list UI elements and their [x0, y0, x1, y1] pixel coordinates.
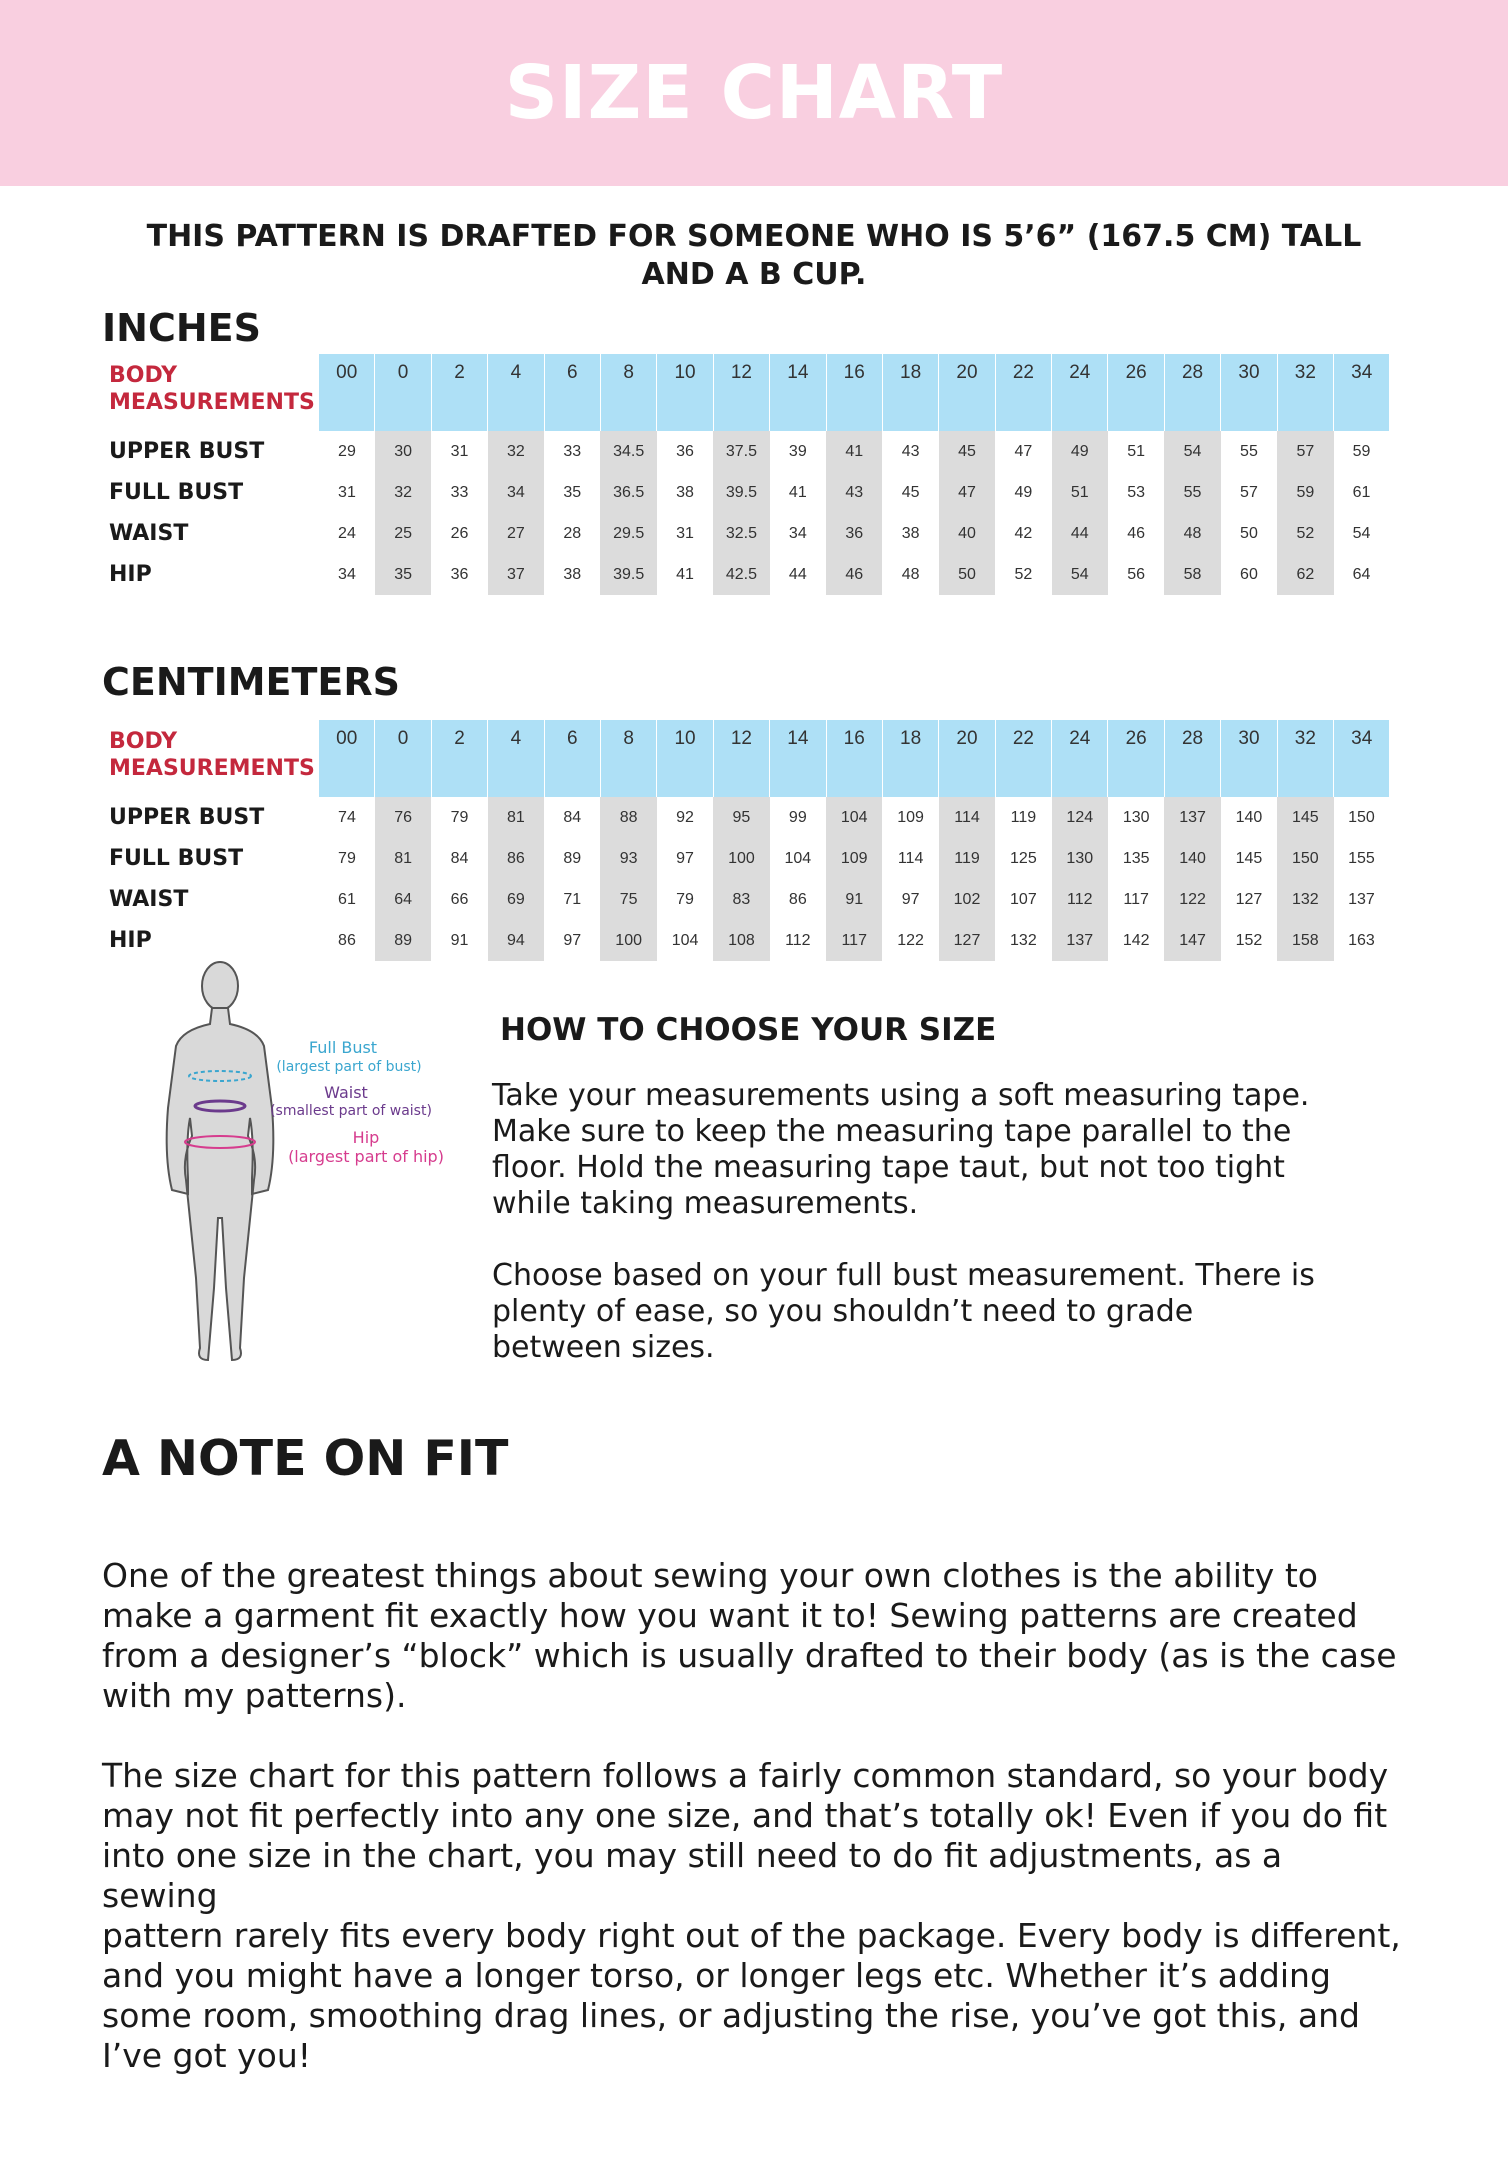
hip-note: (largest part of hip) [288, 1147, 444, 1166]
body-measurement-figure [140, 958, 460, 1378]
size-header-cell: 12 [713, 354, 769, 431]
hip-label: Hip [352, 1128, 380, 1147]
size-header-cell: 8 [600, 720, 656, 797]
measurement-cell: 114 [897, 849, 924, 867]
table-header-row [102, 720, 1389, 797]
how-to-p1-line: floor. Hold the measuring tape taut, but not too tight [492, 1150, 1285, 1185]
measurement-cell: 36 [450, 565, 469, 583]
size-header-cell: 00 [319, 354, 375, 431]
body-silhouette [167, 962, 274, 1360]
body-measurements-header [102, 354, 319, 431]
page-title: SIZE CHART [504, 50, 1004, 136]
measurement-cell: 137 [1164, 797, 1220, 838]
measurement-cell: 79 [338, 849, 356, 867]
measurement-cell: 40 [939, 513, 995, 554]
measurement-cell: 35 [375, 554, 431, 595]
measurement-cell: 112 [1052, 879, 1108, 920]
fit-paragraph-2 [102, 1756, 1402, 2076]
table-row [102, 797, 1389, 838]
measurement-cell: 50 [939, 554, 995, 595]
measurement-cell: 32.5 [713, 513, 769, 554]
fit-p2-line: The size chart for this pattern follows a fairly common standard, so your body [102, 1756, 1389, 1795]
size-header-cell: 6 [544, 354, 600, 431]
measurement-cell: 79 [676, 890, 694, 908]
measurement-cell: 135 [1122, 849, 1150, 867]
header-label-line: BODY [109, 729, 178, 754]
measurement-cell: 150 [1277, 838, 1333, 879]
how-to-p1-line: Make sure to keep the measuring tape parallel to the [492, 1114, 1292, 1149]
measurement-cell: 60 [1240, 565, 1258, 583]
measurement-cell: 97 [901, 890, 920, 908]
measurement-cell: 140 [1235, 808, 1263, 826]
measurement-cell: 59 [1352, 442, 1371, 460]
measurement-cell: 52 [1277, 513, 1333, 554]
measurement-cell: 93 [600, 838, 656, 879]
measurement-cell: 38 [563, 565, 582, 583]
measurement-cell: 100 [713, 838, 769, 879]
size-header-cell: 20 [939, 720, 995, 797]
measurement-cell: 95 [713, 797, 769, 838]
measurement-cell: 86 [488, 838, 544, 879]
measurement-cell: 104 [784, 849, 812, 867]
measurement-cell: 34.5 [600, 431, 656, 472]
measurement-cell: 94 [488, 920, 544, 961]
measurement-cell: 117 [826, 920, 882, 961]
measurement-cell: 43 [826, 472, 882, 513]
measurement-label: FULL BUST [109, 480, 244, 505]
inches-title: INCHES [102, 306, 261, 350]
size-header-cell: 10 [657, 354, 713, 431]
measurement-label: UPPER BUST [109, 805, 265, 830]
waist-label: Waist [324, 1083, 368, 1102]
measurement-cell: 41 [788, 483, 807, 501]
measurement-cell: 76 [375, 797, 431, 838]
fit-p2-line: into one size in the chart, you may still need to do fit adjustments, as a sewing [102, 1836, 1283, 1915]
how-to-choose-title: HOW TO CHOOSE YOUR SIZE [500, 1012, 997, 1048]
measurement-cell: 71 [563, 890, 582, 908]
measurement-cell: 108 [713, 920, 769, 961]
full-bust-label: Full Bust [308, 1038, 378, 1057]
measurement-cell: 38 [676, 483, 694, 501]
size-header-cell: 4 [488, 720, 544, 797]
measurement-label: WAIST [109, 887, 189, 912]
measurement-cell: 122 [897, 931, 924, 949]
measurement-cell: 54 [1052, 554, 1108, 595]
how-to-p2-line: Choose based on your full bust measurement. There is [492, 1258, 1315, 1293]
measurement-cell: 104 [826, 797, 882, 838]
measurement-cell: 57 [1277, 431, 1333, 472]
size-header-cell: 4 [488, 354, 544, 431]
size-header-cell: 30 [1221, 354, 1277, 431]
header-label-line: BODY [109, 363, 178, 388]
measurement-cell: 49 [1014, 483, 1033, 501]
measurement-cell: 58 [1164, 554, 1220, 595]
size-header-cell: 8 [600, 354, 656, 431]
measurement-cell: 48 [901, 565, 920, 583]
measurement-cell: 127 [939, 920, 995, 961]
measurement-cell: 28 [563, 524, 582, 542]
measurement-cell: 137 [1052, 920, 1108, 961]
measurement-cell: 119 [939, 838, 995, 879]
measurement-cell: 84 [450, 849, 469, 867]
fit-p2-line: some room, smoothing drag lines, or adjusting the rise, you’ve got this, and [102, 1996, 1360, 2035]
measurement-cell: 132 [1277, 879, 1333, 920]
pattern-height-note [0, 218, 1508, 294]
size-header-cell: 16 [826, 720, 882, 797]
measurement-cell: 34 [488, 472, 544, 513]
size-header-cell: 24 [1052, 720, 1108, 797]
measurement-cell: 61 [1352, 483, 1371, 501]
measurement-cell: 36.5 [600, 472, 656, 513]
measurement-cell: 109 [897, 808, 924, 826]
measurement-cell: 61 [338, 890, 356, 908]
table-row [102, 513, 1389, 554]
table-row [102, 838, 1389, 879]
measurement-cell: 152 [1235, 931, 1263, 949]
measurement-cell: 32 [488, 431, 544, 472]
measurement-cell: 125 [1010, 849, 1037, 867]
size-header-cell: 30 [1221, 720, 1277, 797]
measurement-cell: 33 [450, 483, 469, 501]
how-to-paragraph-1 [492, 1078, 1322, 1222]
header-label-line: MEASUREMENTS [109, 756, 315, 781]
fit-p2-line: may not fit perfectly into any one size, and that’s totally ok! Even if you do fit [102, 1796, 1388, 1835]
measurement-cell: 127 [1235, 890, 1263, 908]
size-header-cell: 34 [1334, 354, 1390, 431]
measurement-cell: 31 [450, 442, 469, 460]
fit-p1-line: with my patterns). [102, 1676, 407, 1715]
size-header-cell: 10 [657, 720, 713, 797]
measurement-cell: 132 [1010, 931, 1037, 949]
measurement-cell: 36 [826, 513, 882, 554]
size-header-cell: 6 [544, 720, 600, 797]
measurement-cell: 47 [939, 472, 995, 513]
table-header-row [102, 354, 1389, 431]
measurement-cell: 142 [1122, 931, 1150, 949]
measurement-cell: 69 [488, 879, 544, 920]
size-header-cell: 0 [375, 354, 431, 431]
header-label-line: MEASUREMENTS [109, 390, 315, 415]
centimeters-size-table [102, 720, 1389, 961]
measurement-cell: 41 [676, 565, 694, 583]
measurement-cell: 75 [600, 879, 656, 920]
measurement-cell: 54 [1164, 431, 1220, 472]
measurement-cell: 39.5 [713, 472, 769, 513]
fit-p1-line: make a garment fit exactly how you want it to! Sewing patterns are created [102, 1596, 1358, 1635]
measurement-cell: 137 [1348, 890, 1375, 908]
measurement-cell: 62 [1277, 554, 1333, 595]
full-bust-note: (largest part of bust) [276, 1059, 422, 1075]
measurement-cell: 83 [713, 879, 769, 920]
measurement-cell: 64 [375, 879, 431, 920]
measurement-cell: 44 [1052, 513, 1108, 554]
measurement-cell: 55 [1164, 472, 1220, 513]
measurement-cell: 50 [1240, 524, 1258, 542]
measurement-cell: 57 [1240, 483, 1258, 501]
note-on-fit-title: A NOTE ON FIT [102, 1430, 509, 1487]
measurement-cell: 34 [788, 524, 807, 542]
measurement-cell: 49 [1052, 431, 1108, 472]
measurement-cell: 45 [901, 483, 920, 501]
fit-p2-line: and you might have a longer torso, or longer legs etc. Whether it’s adding [102, 1956, 1331, 1995]
measurement-cell: 114 [939, 797, 995, 838]
measurement-cell: 107 [1010, 890, 1037, 908]
how-to-p2-line: between sizes. [492, 1330, 715, 1365]
size-header-cell: 26 [1108, 354, 1164, 431]
how-to-paragraph-2 [492, 1258, 1322, 1366]
measurement-cell: 91 [450, 931, 469, 949]
table-row [102, 554, 1389, 595]
size-header-cell: 22 [995, 720, 1051, 797]
size-header-cell: 2 [431, 720, 487, 797]
measurement-cell: 124 [1052, 797, 1108, 838]
measurement-cell: 92 [676, 808, 694, 826]
measurement-cell: 79 [450, 808, 469, 826]
measurement-cell: 43 [901, 442, 920, 460]
size-header-cell: 00 [319, 720, 375, 797]
how-to-p2-line: plenty of ease, so you shouldn’t need to grade [492, 1294, 1194, 1329]
measurement-cell: 27 [488, 513, 544, 554]
measurement-cell: 59 [1277, 472, 1333, 513]
fit-p1-line: from a designer’s “block” which is usually drafted to their body (as is the case [102, 1636, 1397, 1675]
measurement-cell: 163 [1348, 931, 1375, 949]
measurement-cell: 32 [375, 472, 431, 513]
measurement-cell: 81 [375, 838, 431, 879]
size-header-cell: 2 [431, 354, 487, 431]
measurement-cell: 42.5 [713, 554, 769, 595]
measurement-cell: 64 [1352, 565, 1371, 583]
measurement-label: FULL BUST [109, 846, 244, 871]
measurement-cell: 104 [671, 931, 699, 949]
measurement-cell: 45 [939, 431, 995, 472]
size-header-cell: 14 [770, 720, 826, 797]
measurement-cell: 86 [338, 931, 356, 949]
measurement-cell: 38 [901, 524, 920, 542]
measurement-cell: 39.5 [600, 554, 656, 595]
table-row [102, 431, 1389, 472]
measurement-cell: 33 [563, 442, 582, 460]
measurement-cell: 66 [450, 890, 469, 908]
measurement-cell: 100 [600, 920, 656, 961]
measurement-cell: 54 [1352, 524, 1371, 542]
measurement-cell: 89 [563, 849, 582, 867]
measurement-cell: 42 [1014, 524, 1033, 542]
table-row [102, 920, 1389, 961]
measurement-cell: 130 [1052, 838, 1108, 879]
size-header-cell: 28 [1164, 354, 1220, 431]
measurement-cell: 140 [1164, 838, 1220, 879]
measurement-cell: 147 [1164, 920, 1220, 961]
table-row [102, 472, 1389, 513]
measurement-cell: 52 [1014, 565, 1033, 583]
measurement-cell: 145 [1235, 849, 1263, 867]
measurement-cell: 41 [826, 431, 882, 472]
body-measurements-header [102, 720, 319, 797]
fit-paragraph-1 [102, 1556, 1402, 1716]
measurement-cell: 24 [338, 524, 356, 542]
measurement-label: WAIST [109, 521, 189, 546]
size-header-cell: 14 [770, 354, 826, 431]
measurement-cell: 51 [1052, 472, 1108, 513]
centimeters-title: CENTIMETERS [102, 660, 400, 704]
measurement-cell: 35 [563, 483, 582, 501]
pattern-height-note-line-2: AND A B CUP. [641, 257, 867, 292]
size-header-cell: 34 [1334, 720, 1390, 797]
measurement-cell: 39 [788, 442, 807, 460]
measurement-cell: 46 [826, 554, 882, 595]
measurement-cell: 150 [1348, 808, 1375, 826]
table-row [102, 879, 1389, 920]
size-header-cell: 22 [995, 354, 1051, 431]
size-header-cell: 28 [1164, 720, 1220, 797]
measurement-label: UPPER BUST [109, 439, 265, 464]
measurement-cell: 109 [826, 838, 882, 879]
measurement-cell: 97 [563, 931, 582, 949]
measurement-cell: 81 [488, 797, 544, 838]
measurement-cell: 89 [375, 920, 431, 961]
measurement-cell: 158 [1277, 920, 1333, 961]
measurement-label: HIP [109, 928, 152, 953]
measurement-cell: 48 [1164, 513, 1220, 554]
measurement-cell: 34 [338, 565, 356, 583]
measurement-cell: 47 [1014, 442, 1033, 460]
size-header-cell: 24 [1052, 354, 1108, 431]
measurement-cell: 117 [1123, 890, 1149, 908]
fit-p2-line: pattern rarely fits every body right out of the package. Every body is different, [102, 1916, 1401, 1955]
size-header-cell: 12 [713, 720, 769, 797]
measurement-cell: 29 [338, 442, 356, 460]
pattern-height-note-line-1: THIS PATTERN IS DRAFTED FOR SOMEONE WHO IS 5’6” (167.5 CM) TALL [146, 219, 1362, 254]
title-banner [0, 0, 1508, 186]
measurement-cell: 99 [788, 808, 807, 826]
size-header-cell: 16 [826, 354, 882, 431]
measurement-cell: 53 [1127, 483, 1146, 501]
measurement-cell: 36 [676, 442, 694, 460]
size-header-cell: 18 [882, 720, 938, 797]
measurement-cell: 122 [1164, 879, 1220, 920]
measurement-cell: 44 [788, 565, 807, 583]
size-header-cell: 0 [375, 720, 431, 797]
measurement-cell: 86 [788, 890, 807, 908]
inches-size-table [102, 354, 1389, 595]
measurement-cell: 56 [1127, 565, 1146, 583]
measurement-cell: 37 [488, 554, 544, 595]
fit-p1-line: One of the greatest things about sewing your own clothes is the ability to [102, 1556, 1318, 1595]
measurement-cell: 102 [939, 879, 995, 920]
measurement-cell: 130 [1122, 808, 1150, 826]
measurement-cell: 112 [785, 931, 811, 949]
measurement-cell: 31 [676, 524, 694, 542]
measurement-cell: 51 [1127, 442, 1146, 460]
measurement-cell: 74 [338, 808, 356, 826]
measurement-cell: 155 [1348, 849, 1375, 867]
measurement-cell: 25 [375, 513, 431, 554]
measurement-cell: 31 [338, 483, 356, 501]
measurement-cell: 55 [1240, 442, 1258, 460]
measurement-cell: 88 [600, 797, 656, 838]
size-header-cell: 26 [1108, 720, 1164, 797]
measurement-cell: 97 [676, 849, 694, 867]
size-header-cell: 32 [1277, 720, 1333, 797]
how-to-p1-line: Take your measurements using a soft measuring tape. [492, 1078, 1310, 1113]
waist-note: (smallest part of waist) [270, 1103, 432, 1119]
fit-p2-line: I’ve got you! [102, 2036, 311, 2075]
size-header-cell: 20 [939, 354, 995, 431]
size-header-cell: 32 [1277, 354, 1333, 431]
measurement-cell: 119 [1010, 808, 1037, 826]
measurement-cell: 30 [375, 431, 431, 472]
measurement-cell: 145 [1277, 797, 1333, 838]
how-to-p1-line: while taking measurements. [492, 1186, 919, 1221]
measurement-cell: 84 [563, 808, 582, 826]
size-header-cell: 18 [882, 354, 938, 431]
measurement-cell: 26 [450, 524, 469, 542]
measurement-cell: 37.5 [713, 431, 769, 472]
measurement-cell: 91 [826, 879, 882, 920]
measurement-cell: 29.5 [600, 513, 656, 554]
measurement-cell: 46 [1127, 524, 1146, 542]
measurement-label: HIP [109, 562, 152, 587]
